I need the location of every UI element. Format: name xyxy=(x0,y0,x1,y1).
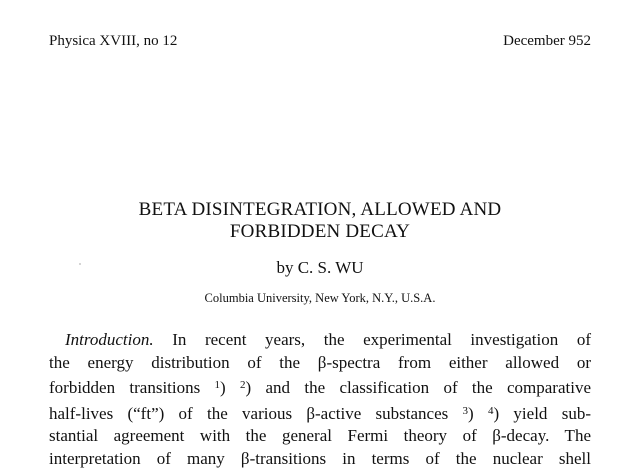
reference-paren-4: ) xyxy=(493,403,500,423)
intro-label: Introduction. xyxy=(65,330,154,349)
title-line-1: BETA DISINTEGRATION, ALLOWED AND xyxy=(138,199,502,220)
body-line-3-end: and the classification of the comparative xyxy=(251,378,592,397)
body-line-4-start: half-lives (“ft”) of the various β-active substances xyxy=(49,403,463,423)
running-header xyxy=(49,30,591,52)
reference-marker-1: 1 xyxy=(214,379,221,391)
author-byline: by C. S. WU xyxy=(276,258,364,277)
article-title xyxy=(0,199,640,243)
reference-marker-2: 2 xyxy=(240,379,246,391)
publication-date: December 952 xyxy=(503,33,591,49)
body-line-6: interpretation of many β-transitions in terms of the nuclear shell xyxy=(49,448,591,468)
body-line-4-end: yield sub- xyxy=(499,403,591,423)
body-line-3 xyxy=(49,374,591,400)
body-paragraph xyxy=(49,329,591,469)
body-line-5: stantial agreement with the general Fermi theory of β-decay. The xyxy=(49,426,591,445)
reference-paren-2: ) xyxy=(245,378,252,397)
reference-paren-3: ) xyxy=(468,403,474,423)
journal-reference: Physica XVIII, no 12 xyxy=(49,33,178,49)
body-line-1-rest: In recent years, the experimental investigation of xyxy=(153,330,591,349)
author-affiliation: Columbia University, New York, N.Y., U.S.A. xyxy=(204,291,436,305)
body-line-1 xyxy=(49,329,591,352)
reference-paren-1: ) xyxy=(220,378,226,397)
title-line-2: FORBIDDEN DECAY xyxy=(229,221,411,242)
body-line-2: the energy distribution of the β-spectra from either allowed or xyxy=(49,352,591,372)
reference-marker-4: 4 xyxy=(487,404,494,417)
body-line-3-start: forbidden transitions xyxy=(49,378,215,397)
body-line-4 xyxy=(49,400,591,426)
reference-marker-3: 3 xyxy=(462,404,469,417)
